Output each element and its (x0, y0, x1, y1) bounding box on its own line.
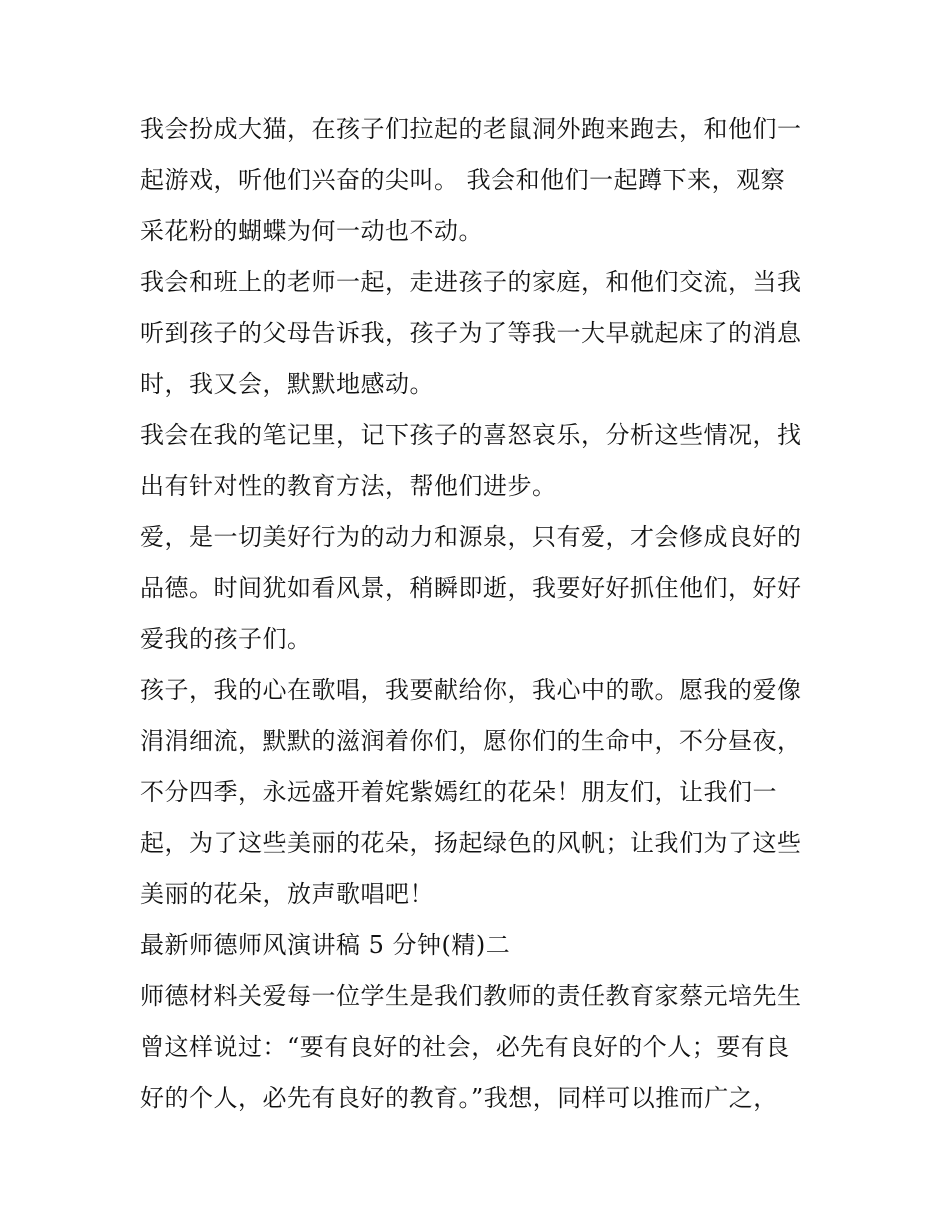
paragraph-line: 孩子，我的心在歌唱，我要献给你，我心中的歌。愿我的爱像 (140, 676, 802, 704)
paragraph-line: 曾这样说过：“要有良好的社会，必先有良好的个人；要有良 (140, 1033, 790, 1061)
section-heading: 最新师德师风演讲稿 5 分钟(精)二 (140, 931, 511, 959)
paragraph-line: 品德。时间犹如看风景，稍瞬即逝，我要好好抓住他们，好好 (140, 574, 802, 602)
paragraph-line: 起游戏，听他们兴奋的尖叫。 我会和他们一起蹲下来，观察 (140, 166, 786, 194)
paragraph-line: 好的个人，必先有良好的教育。”我想，同样可以推而广之， (140, 1084, 778, 1112)
paragraph-line: 涓涓细流，默默的滋润着你们，愿你们的生命中，不分昼夜， (140, 727, 802, 755)
paragraph-line: 出有针对性的教育方法，帮他们进步。 (140, 472, 557, 500)
paragraph-line: 美丽的花朵，放声歌唱吧！ (140, 880, 434, 908)
paragraph-line: 师德材料关爱每一位学生是我们教师的责任教育家蔡元培先生 (140, 982, 802, 1010)
paragraph-line: 起，为了这些美丽的花朵，扬起绿色的风帆；让我们为了这些 (140, 829, 802, 857)
paragraph-line: 我会扮成大猫，在孩子们拉起的老鼠洞外跑来跑去，和他们一 (140, 115, 802, 143)
paragraph-line: 我会在我的笔记里，记下孩子的喜怒哀乐，分析这些情况，找 (140, 421, 802, 449)
paragraph-line: 听到孩子的父母告诉我，孩子为了等我一大早就起床了的消息 (140, 319, 802, 347)
paragraph-line: 爱我的孩子们。 (140, 625, 312, 653)
paragraph-line: 爱，是一切美好行为的动力和源泉，只有爱，才会修成良好的 (140, 523, 802, 551)
paragraph-line: 时，我又会，默默地感动。 (140, 370, 434, 398)
paragraph-line: 采花粉的蝴蝶为何一动也不动。 (140, 217, 483, 245)
paragraph-line: 不分四季，永远盛开着姹紫嫣红的花朵！朋友们，让我们一 (140, 778, 777, 806)
paragraph-line: 我会和班上的老师一起，走进孩子的家庭，和他们交流，当我 (140, 268, 802, 296)
